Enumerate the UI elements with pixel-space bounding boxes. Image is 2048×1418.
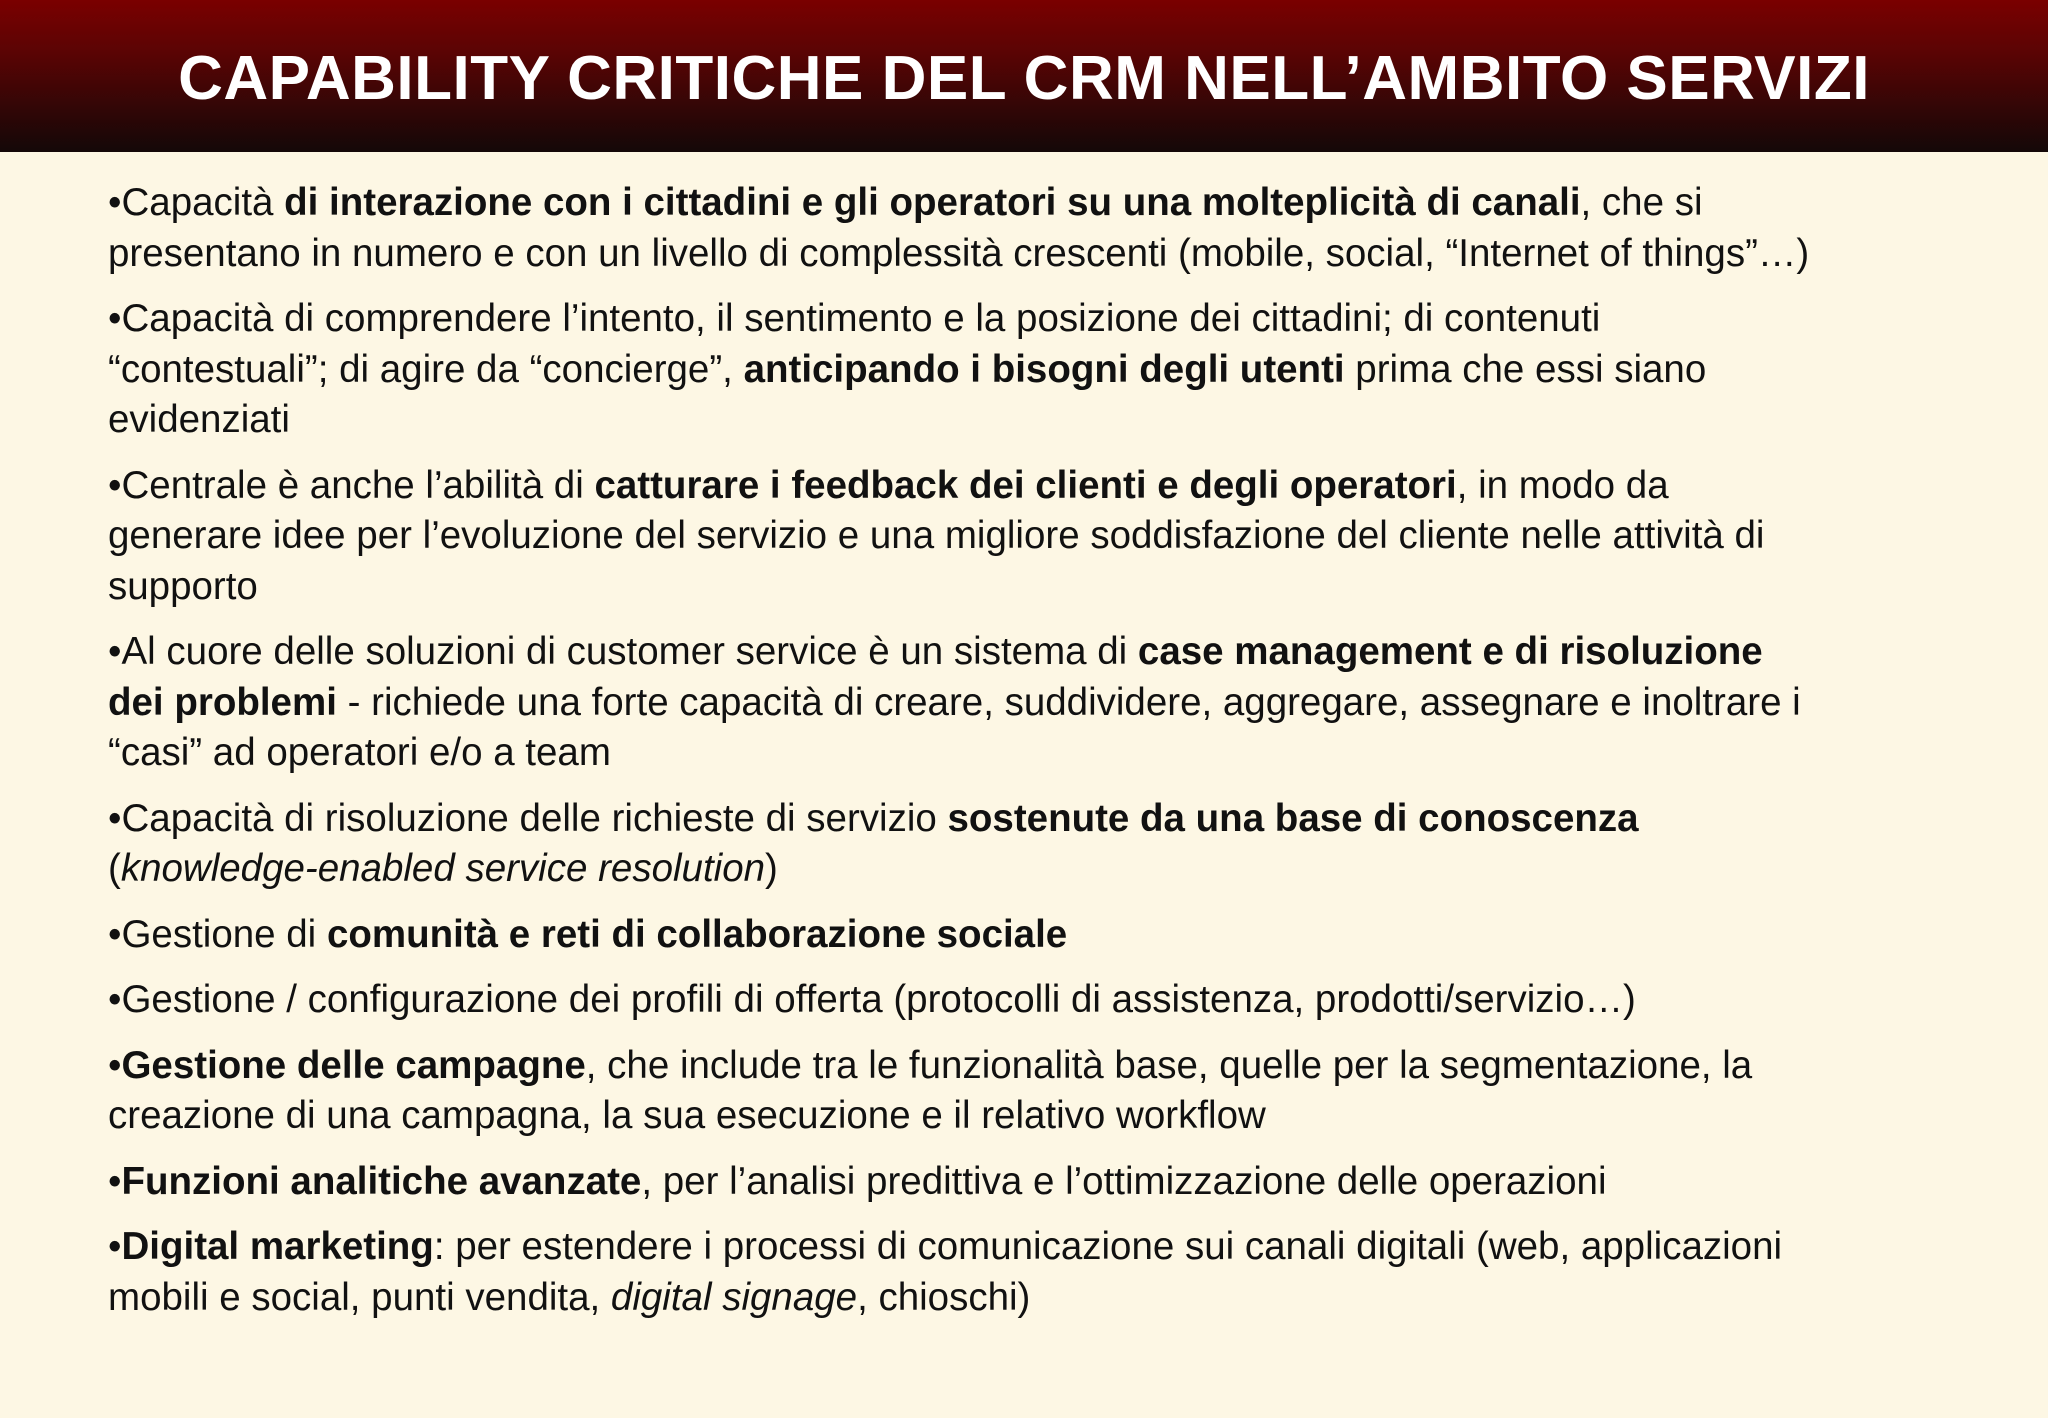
bullet-line [108,728,1988,779]
slide-title: CAPABILITY CRITICHE DEL CRM NELL’AMBITO SERVIZI [178,43,1870,113]
text-segment: Gestione di [121,912,327,956]
bold-text: di interazione con i cittadini e gli operatori su una molteplicità di canali [284,181,1581,224]
text-segment: generare idee per l’evoluzione del servizio e una migliore soddisfazione del cliente nelle attività di [108,514,1765,557]
bullet-marker: • [108,1225,122,1268]
text-segment: ) [765,847,778,890]
bullet-line [108,395,1988,446]
bullet-line [108,229,1988,280]
italic-text: knowledge-enabled service resolution [120,847,766,890]
bullet-marker: • [108,297,122,340]
text-segment: , per l’analisi predittiva e l’ottimizzazione delle operazioni [641,1159,1607,1203]
bullet-line [108,562,1988,613]
title-bar [0,0,2048,152]
bullet-item [108,794,1988,895]
text-segment: evidenziati [108,398,290,441]
bullet-line [108,1273,1988,1324]
bullet-marker: • [108,912,122,956]
text-segment: supporto [108,564,258,608]
text-segment: presentano in numero e con un livello di complessità crescenti (mobile, social, “Internet of things”…) [108,231,1810,275]
text-segment: : per estendere i processi di comunicazione sui canali digitali (web, applicazioni [433,1225,1783,1268]
text-segment: creazione di una campagna, la sua esecuzione e il relativo workflow [108,1094,1266,1137]
text-segment: prima che essi siano [1344,347,1707,391]
bullet-marker: • [108,181,122,224]
bullet-line [108,1157,1988,1208]
text-segment: “casi” ad operatori e/o a team [108,731,611,774]
bullet-item [108,910,1988,961]
text-segment: , in modo da [1456,463,1669,507]
bold-text: comunità e reti di collaborazione sociale [326,912,1068,956]
text-segment: Gestione / configurazione dei profili di offerta (protocolli di assistenza, prodotti/servizio…) [121,978,1636,1021]
bullet-line [108,178,1988,229]
bullet-line [108,678,1988,729]
bullet-marker: • [108,1159,122,1203]
bold-text: case management e di risoluzione [1137,630,1763,673]
bullet-line [108,1041,1988,1092]
bullet-marker: • [108,796,122,840]
bold-text: anticipando i bisogni degli utenti [743,347,1345,391]
bullet-line [108,975,1988,1026]
bold-text: Gestione delle campagne [121,1043,586,1087]
bullet-line [108,627,1988,678]
bullet-item [108,461,1988,613]
bullet-marker: • [108,630,122,673]
text-segment: , che si [1580,181,1703,224]
bullet-line [108,511,1988,562]
text-segment: Capacità di risoluzione delle richieste di servizio [121,796,948,840]
bold-text: sostenute da una base di conoscenza [947,796,1639,840]
bullet-line [108,794,1988,845]
bullet-line [108,1222,1988,1273]
bullet-marker: • [108,978,122,1021]
bullet-line [108,461,1988,512]
bold-text: Funzioni analitiche avanzate [121,1159,642,1203]
bullet-line [108,345,1988,396]
bullet-item [108,178,1988,279]
text-segment: , che include tra le funzionalità base, quelle per la segmentazione, la [585,1043,1753,1087]
bold-text: dei problemi [108,680,337,724]
text-segment: Capacità di comprendere l’intento, il sentimento e la posizione dei cittadini; di contenuti [121,297,1601,340]
text-segment: Capacità [121,181,285,224]
bullet-item [108,294,1988,446]
text-segment: mobili e social, punti vendita, [108,1275,611,1319]
bold-text: catturare i feedback dei clienti e degli operatori [594,463,1457,507]
bullet-line [108,1091,1988,1142]
bullet-item [108,975,1988,1026]
bullet-item [108,1041,1988,1142]
bullet-marker: • [108,463,122,507]
italic-text: digital signage [610,1275,858,1319]
text-segment: , chioschi) [857,1275,1031,1319]
bullet-list [108,178,1988,1338]
text-segment: Centrale è anche l’abilità di [121,463,595,507]
text-segment: - richiede una forte capacità di creare, suddividere, aggregare, assegnare e inoltrare i [336,680,1801,724]
bullet-line [108,844,1988,895]
bullet-marker: • [108,1043,122,1087]
bullet-item [108,627,1988,779]
text-segment: ( [108,847,121,890]
bullet-line [108,294,1988,345]
bullet-item [108,1222,1988,1323]
bold-text: Digital marketing [121,1225,434,1268]
text-segment: Al cuore delle soluzioni di customer service è un sistema di [121,630,1138,673]
text-segment: “contestuali”; di agire da “concierge”, [108,347,744,391]
bullet-line [108,910,1988,961]
bullet-item [108,1157,1988,1208]
